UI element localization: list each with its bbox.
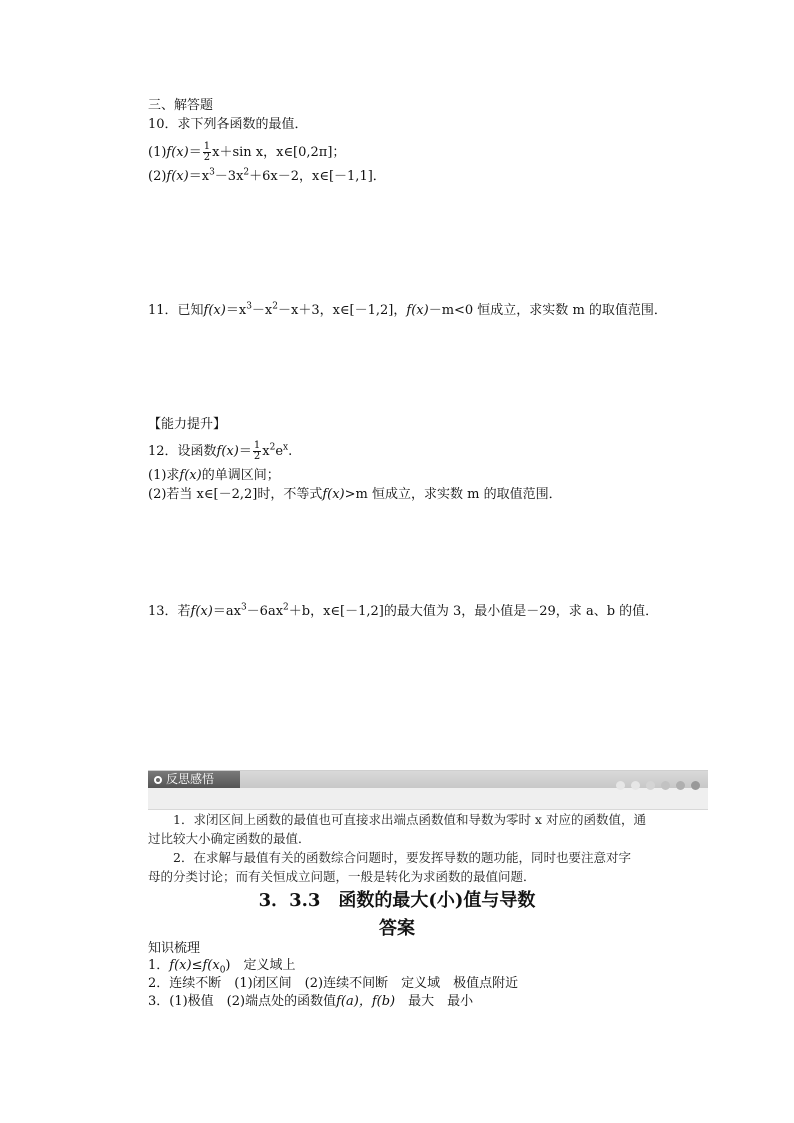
section-heading: 三、解答题 <box>148 98 214 113</box>
reflection-tab-label: 反思感悟 <box>166 772 215 786</box>
answer-line-2: 2．连续不断 (1)闭区间 (2)连续不间断 定义域 极值点附近 <box>148 976 519 991</box>
a1-sub: 0 <box>219 965 226 976</box>
q11-c: ＝x <box>225 303 247 318</box>
q11-f: f(x) <box>406 303 429 318</box>
q12-b: f(x) <box>216 444 239 459</box>
q11-d: －x <box>251 303 273 318</box>
q10-p1-fraction <box>203 142 211 163</box>
q12-sup2: x <box>283 442 289 453</box>
q13-sup2: 2 <box>283 602 289 613</box>
reflection-point-1 <box>148 810 646 848</box>
reflection-banner-bar <box>148 771 708 788</box>
question-11 <box>148 302 667 320</box>
a3-b: f(a)，f(b) <box>336 994 396 1009</box>
question-10-stem: 10．求下列各函数的最值． <box>148 117 308 132</box>
decorative-dots <box>610 775 700 794</box>
q12-p2-a: (2)若当 x∈[－2,2]时，不等式 <box>148 487 323 502</box>
q11-a: 11．已知 <box>148 303 204 318</box>
ability-heading: 【能力提升】 <box>148 417 227 432</box>
q10-p2-sup1: 3 <box>209 167 215 178</box>
q12-frac-num: 1 <box>253 440 261 451</box>
dot-icon <box>691 781 700 790</box>
q12-frac-den: 2 <box>253 451 261 462</box>
q12-a: 12．设函数 <box>148 444 217 459</box>
a1-a: 1． <box>148 958 170 973</box>
question-13 <box>148 603 658 621</box>
q11-g: －m<0 恒成立，求实数 m 的取值范围． <box>428 303 667 318</box>
dot-icon <box>676 781 685 790</box>
q13-sup1: 3 <box>240 602 247 613</box>
answer-line-1 <box>148 957 296 975</box>
q10-p2-d: －3x <box>214 169 244 184</box>
q10-p2-e: ＋6x－2，x∈[－1,1]． <box>249 169 386 184</box>
circle-bullet-icon <box>154 776 162 784</box>
dot-icon <box>646 781 655 790</box>
q13-d: －6ax <box>246 604 284 619</box>
q10-p1-frac-den: 2 <box>203 152 211 163</box>
q10-p1-frac-num: 1 <box>203 141 211 152</box>
q10-p1-d: x＋sin x，x∈[0,2π]； <box>212 145 346 160</box>
reflection-point-2 <box>148 848 631 886</box>
dot-icon <box>661 781 670 790</box>
answer-subtitle: 答案 <box>379 918 415 939</box>
q12-e: e <box>275 444 284 459</box>
q10-p2-sup2: 2 <box>243 167 250 178</box>
reflection-banner <box>148 770 708 810</box>
q12-p2-b: f(x) <box>322 487 345 502</box>
q12-p1-a: (1)求 <box>148 468 180 483</box>
question-12-stem <box>148 441 292 462</box>
q10-p1-a: (1) <box>148 145 167 160</box>
q12-p1-b: f(x) <box>179 468 202 483</box>
answer-title: 3．3.3 函数的最大(小)值与导数 <box>258 890 536 911</box>
question-10-part-2 <box>148 168 386 186</box>
dot-icon <box>631 781 640 790</box>
q13-e: ＋b，x∈[－1,2]的最大值为 3，最小值是－29，求 a、b 的值． <box>288 604 659 619</box>
q12-p2-c: >m 恒成立，求实数 m 的取值范围． <box>344 487 562 502</box>
q13-c: ＝ax <box>212 604 241 619</box>
q11-b: f(x) <box>203 303 226 318</box>
reflection-tab <box>148 771 240 788</box>
q12-d: x <box>262 444 270 459</box>
answer-line-3 <box>148 993 473 1011</box>
question-12-part-1 <box>148 467 280 485</box>
reflection-p1-line1: 1．求闭区间上函数的最值也可直接求出端点函数值和导数为零时 x 对应的函数值，通 <box>173 812 646 827</box>
reflection-p2-line1: 2．在求解与最值有关的函数综合问题时，要发挥导数的题功能，同时也要注意对字 <box>173 850 631 865</box>
q11-e: －x＋3，x∈[－1,2]， <box>278 303 407 318</box>
q10-p2-b: f(x) <box>166 169 189 184</box>
q12-fraction <box>253 441 261 462</box>
q10-p1-c: ＝ <box>188 145 202 160</box>
q10-p1-b: f(x) <box>166 145 189 160</box>
q13-a: 13．若 <box>148 604 191 619</box>
q11-sup1: 3 <box>246 301 252 312</box>
a1-b: f(x)≤f(x <box>169 958 220 973</box>
dot-icon <box>616 781 625 790</box>
q12-f: . <box>288 444 293 459</box>
a3-c: 最大 最小 <box>395 994 474 1009</box>
q12-c: ＝ <box>238 444 252 459</box>
reflection-p2-line2: 母的分类讨论；而有关恒成立问题，一般是转化为求函数的最值问题． <box>148 869 536 884</box>
q11-sup2: 2 <box>272 301 278 312</box>
q12-p1-c: 的单调区间； <box>201 468 280 483</box>
q10-p2-c: ＝x <box>188 169 210 184</box>
question-10-part-1 <box>148 142 345 163</box>
reflection-p1-line2: 过比较大小确定函数的最值． <box>148 831 311 846</box>
question-12-part-2 <box>148 486 562 504</box>
a3-a: 3．(1)极值 (2)端点处的函数值 <box>148 994 337 1009</box>
a1-c: ) 定义域上 <box>225 958 296 973</box>
answers-heading: 知识梳理 <box>148 941 201 956</box>
q13-b: f(x) <box>190 604 213 619</box>
q12-sup1: 2 <box>269 442 276 453</box>
q10-p2-a: (2) <box>148 169 167 184</box>
